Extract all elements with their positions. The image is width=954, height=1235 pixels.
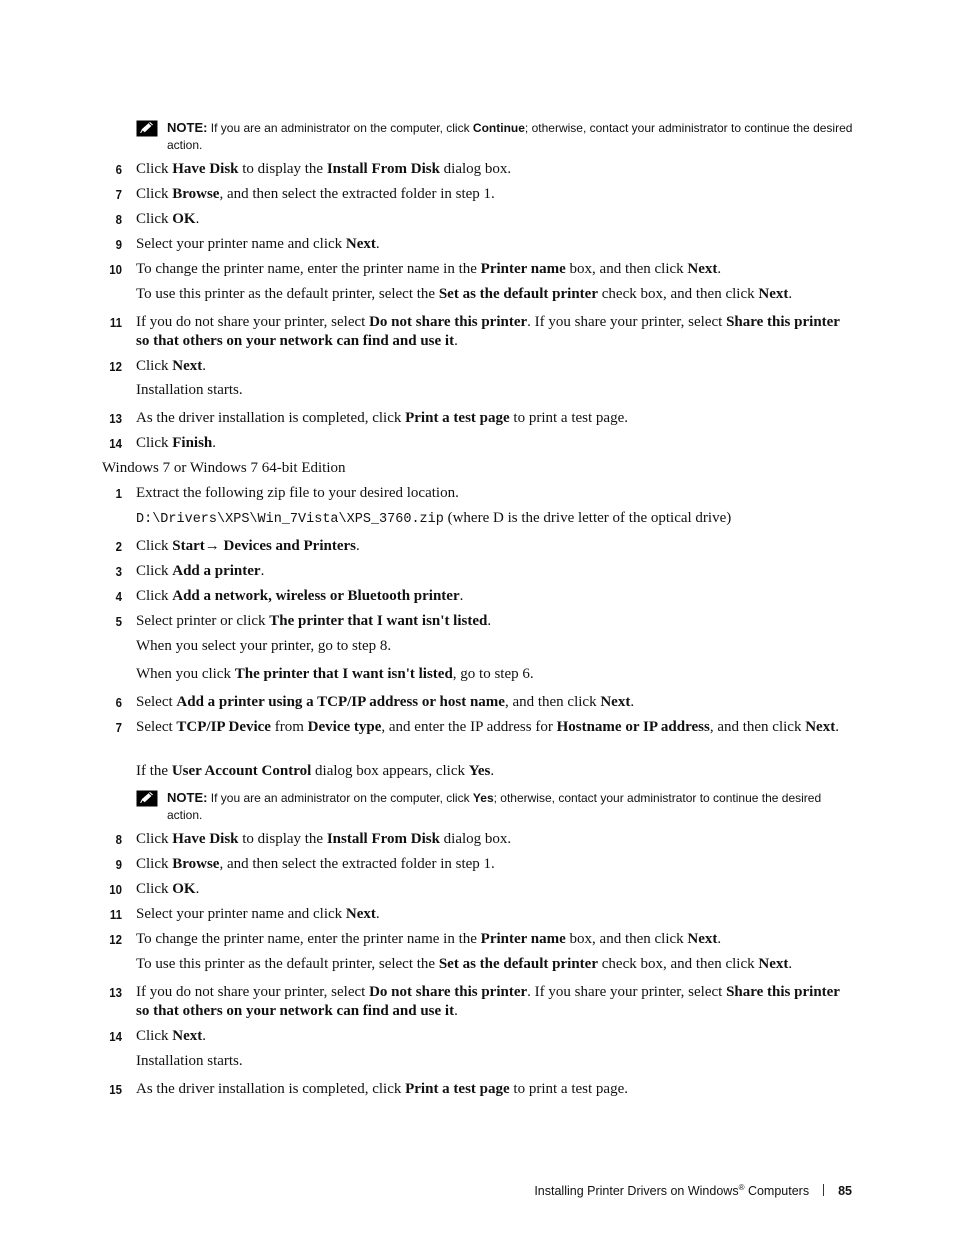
step-text: As the driver installation is completed, click Print a test page to print a test page. bbox=[136, 1081, 628, 1097]
step-subtext: When you click The printer that I want isn't listed, go to step 6. bbox=[136, 666, 534, 682]
zip-path: D:\Drivers\XPS\Win_7Vista\XPS_3760.zip bbox=[136, 512, 444, 527]
step-text: Select TCP/IP Device from Device type, and enter the IP address for Hostname or IP address, and then click Next. bbox=[136, 719, 839, 735]
step-text: Click OK. bbox=[136, 881, 200, 897]
step-text: Click Start→ Devices and Printers. bbox=[136, 538, 360, 554]
page-number: 85 bbox=[838, 1184, 852, 1198]
step-text: If you do not share your printer, select Do not share this printer. If you share your printer, select Share this printer so that others on your network can find and use it. bbox=[136, 984, 840, 1019]
note-1-text: NOTE: If you are an administrator on the computer, click Continue; otherwise, contact your administrator to continue the desired action. bbox=[167, 120, 853, 152]
step-text: Click Add a printer. bbox=[136, 563, 265, 579]
step-subtext: D:\Drivers\XPS\Win_7Vista\XPS_3760.zip (where D is the drive letter of the optical drive) bbox=[136, 510, 732, 527]
step-text: Extract the following zip file to your desired location. bbox=[136, 485, 459, 501]
step-number: 15 bbox=[109, 1082, 122, 1097]
step-number: 3 bbox=[115, 564, 122, 579]
registered-mark: ® bbox=[738, 1183, 745, 1192]
step-text: To change the printer name, enter the printer name in the Printer name box, and then click Next. bbox=[136, 931, 722, 947]
step-text: Click Next. bbox=[136, 1028, 206, 1044]
step-text: Click OK. bbox=[136, 211, 200, 227]
step-text: Click Browse, and then select the extracted folder in step 1. bbox=[136, 186, 495, 202]
step-number: 8 bbox=[115, 212, 122, 227]
step-number: 4 bbox=[115, 589, 122, 604]
step-subtext: If the User Account Control dialog box appears, click Yes. bbox=[136, 763, 495, 779]
step-number: 12 bbox=[109, 932, 122, 947]
step-subtext: To use this printer as the default printer, select the Set as the default printer check box, and then click Next. bbox=[136, 286, 793, 302]
step-number: 7 bbox=[115, 187, 122, 202]
step-number: 8 bbox=[115, 832, 122, 847]
step-text: Click Add a network, wireless or Bluetooth printer. bbox=[136, 588, 464, 604]
step-subtext: Installation starts. bbox=[136, 1053, 243, 1069]
step-number: 1 bbox=[115, 486, 122, 501]
step-number: 9 bbox=[115, 237, 122, 252]
step-subtext: When you select your printer, go to step 8. bbox=[136, 638, 392, 654]
footer-separator bbox=[823, 1184, 824, 1196]
step-number: 10 bbox=[109, 262, 122, 277]
step-text: Select printer or click The printer that I want isn't listed. bbox=[136, 613, 492, 629]
step-text: Select your printer name and click Next. bbox=[136, 236, 380, 252]
step-number: 10 bbox=[109, 882, 122, 897]
step-number: 11 bbox=[109, 907, 122, 922]
step-number: 5 bbox=[115, 614, 122, 629]
note-pencil-icon bbox=[136, 120, 158, 137]
step-number: 6 bbox=[115, 695, 122, 710]
step-number: 2 bbox=[115, 539, 122, 554]
step-number: 13 bbox=[109, 985, 122, 1000]
step-text: Click Browse, and then select the extracted folder in step 1. bbox=[136, 856, 495, 872]
step-number: 11 bbox=[109, 315, 122, 330]
page-footer: Installing Printer Drivers on Windows® Computers 85 bbox=[534, 1183, 852, 1198]
step-text: As the driver installation is completed, click Print a test page to print a test page. bbox=[136, 410, 628, 426]
arrow-icon: → bbox=[204, 538, 220, 554]
step-text: Select Add a printer using a TCP/IP address or host name, and then click Next. bbox=[136, 694, 635, 710]
step-text: Click Have Disk to display the Install From Disk dialog box. bbox=[136, 831, 512, 847]
step-subtext: Installation starts. bbox=[136, 382, 243, 398]
note-2-text: NOTE: If you are an administrator on the computer, click Yes; otherwise, contact your administrator to continue the desired action. bbox=[167, 790, 822, 822]
step-number: 7 bbox=[115, 720, 122, 735]
step-text: Click Next. bbox=[136, 358, 206, 374]
step-text: Select your printer name and click Next. bbox=[136, 906, 380, 922]
step-number: 13 bbox=[109, 411, 122, 426]
section-heading: Windows 7 or Windows 7 64-bit Edition bbox=[102, 460, 346, 476]
note-pencil-icon bbox=[136, 790, 158, 807]
footer-title: Installing Printer Drivers on Windows bbox=[534, 1184, 739, 1198]
step-number: 14 bbox=[109, 1029, 122, 1044]
step-number: 14 bbox=[109, 436, 122, 451]
step-text: If you do not share your printer, select Do not share this printer. If you share your printer, select Share this printer so that others on your network can find and use it. bbox=[136, 314, 840, 349]
step-number: 12 bbox=[109, 359, 122, 374]
step-subtext: To use this printer as the default printer, select the Set as the default printer check box, and then click Next. bbox=[136, 956, 793, 972]
step-number: 9 bbox=[115, 857, 122, 872]
step-text: To change the printer name, enter the printer name in the Printer name box, and then click Next. bbox=[136, 261, 722, 277]
step-text: Click Have Disk to display the Install From Disk dialog box. bbox=[136, 161, 512, 177]
step-text: Click Finish. bbox=[136, 435, 217, 451]
step-number: 6 bbox=[115, 162, 122, 177]
